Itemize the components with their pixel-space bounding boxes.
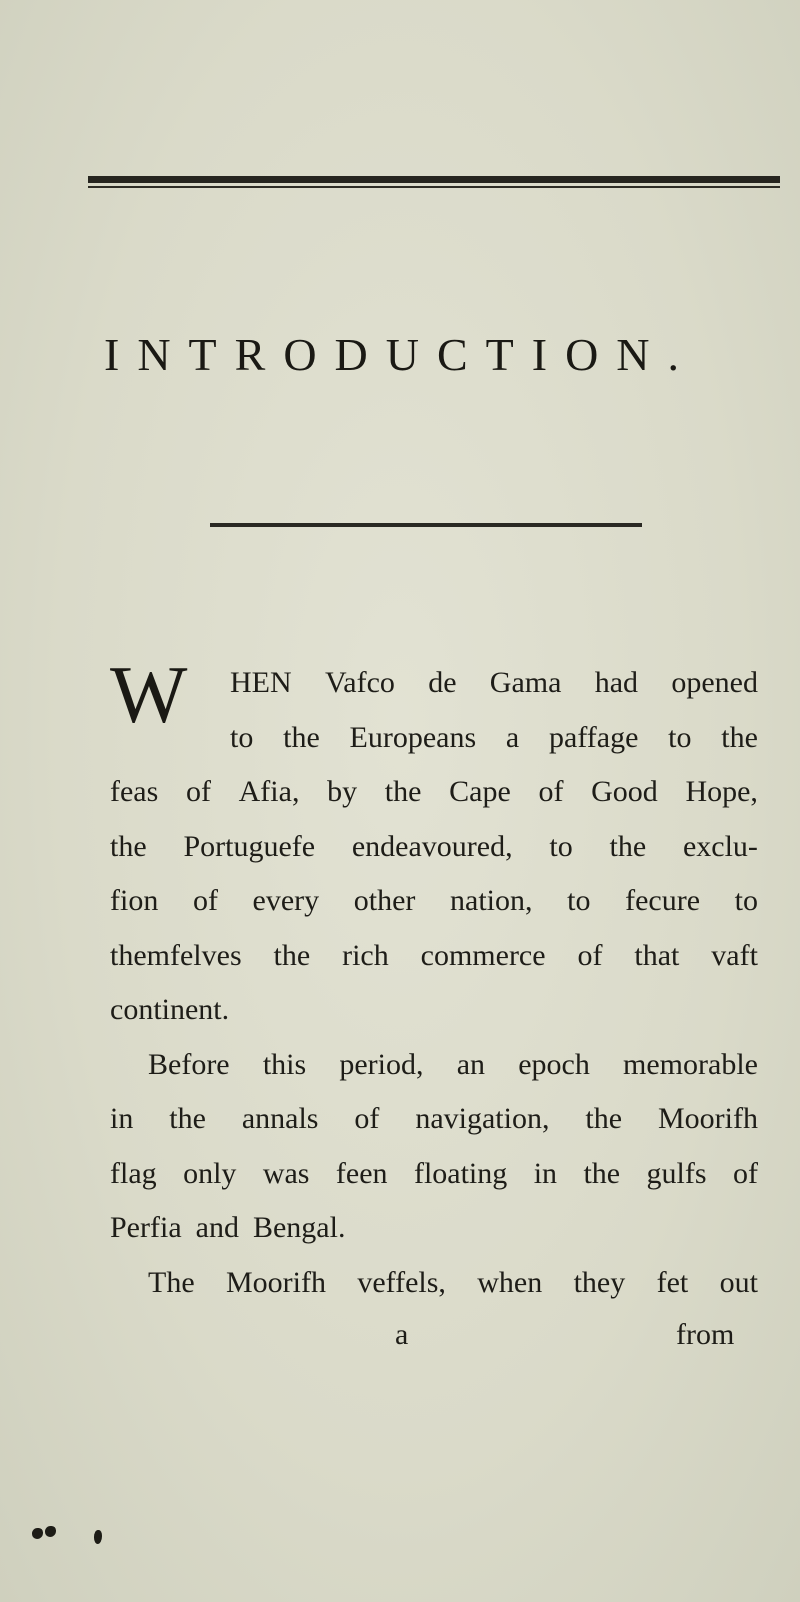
word: annals [241, 1102, 319, 1135]
word: only [183, 1156, 237, 1190]
word: fecure [625, 884, 701, 917]
word: navigation, [415, 1102, 550, 1135]
word: nation, [450, 884, 533, 917]
word: Perfia [110, 1211, 182, 1244]
word: the [169, 1102, 206, 1135]
body-text [110, 649, 758, 1310]
word: Cape [449, 775, 511, 808]
word: by [327, 775, 358, 808]
word: an [456, 1047, 486, 1081]
drop-cap: W [110, 649, 188, 740]
word: Moorifh [225, 1265, 326, 1299]
text-line [110, 983, 758, 1038]
text-line [110, 765, 758, 820]
top-double-rule [88, 176, 780, 190]
chapter-heading: INTRODUCTION. [104, 329, 698, 380]
word: Moorifh [657, 1102, 758, 1135]
word: the [609, 829, 647, 863]
word: epoch [518, 1047, 590, 1081]
ink-dot [32, 1528, 43, 1539]
word: themfelves [110, 938, 242, 972]
word: in [110, 1102, 134, 1135]
text-line [110, 1092, 758, 1147]
word: The [148, 1265, 195, 1299]
word: floating [413, 1156, 508, 1190]
word: of [577, 938, 603, 972]
catchword: from [676, 1318, 735, 1351]
word: feas [110, 775, 159, 808]
word: was [262, 1156, 310, 1190]
word: de [428, 666, 457, 699]
word: flag [110, 1156, 157, 1190]
word: to [734, 884, 758, 917]
text-line [110, 874, 758, 929]
text-line [110, 711, 758, 766]
word: out [719, 1265, 758, 1299]
text-line [110, 1256, 758, 1311]
text-line [110, 656, 758, 711]
word: veffels, [357, 1265, 446, 1299]
word: exclu- [682, 829, 758, 863]
word: a [505, 720, 520, 754]
ink-dot [94, 1530, 102, 1544]
word: rich [342, 938, 389, 972]
word: of [354, 1102, 380, 1135]
word: to [567, 884, 591, 917]
word: of [185, 775, 211, 808]
signature-mark: a [395, 1318, 409, 1351]
text-line [110, 929, 758, 984]
text-line [110, 820, 758, 875]
text-line [110, 1038, 758, 1093]
word: to [668, 720, 692, 754]
word: Hope, [685, 775, 758, 808]
word: endeavoured, [351, 829, 513, 863]
ink-ornaments [32, 1524, 152, 1548]
word: had [594, 666, 639, 699]
word: Afia, [238, 775, 300, 808]
word: fet [656, 1265, 689, 1299]
word: this [262, 1047, 307, 1081]
word: of [732, 1156, 758, 1190]
word: memorable [623, 1047, 758, 1081]
word: opened [671, 666, 758, 699]
word: HEN [230, 666, 292, 699]
word: when [477, 1265, 543, 1299]
word: paffage [549, 720, 639, 754]
top-rule-thin [88, 186, 780, 188]
word: fion [110, 884, 159, 917]
heading-rule [210, 523, 642, 527]
word: the [721, 720, 758, 754]
word: the [585, 1102, 623, 1135]
word: Vafco [324, 666, 395, 699]
word: of [192, 884, 218, 917]
word: Good [591, 775, 658, 808]
word: the [583, 1156, 621, 1190]
word: other [353, 884, 416, 917]
word: to [549, 829, 573, 863]
word: Europeans [349, 720, 477, 754]
word: Bengal. [252, 1211, 346, 1244]
word: period, [339, 1047, 424, 1081]
word: they [573, 1265, 626, 1299]
word: that [634, 938, 680, 972]
word: every [252, 884, 320, 917]
word: the [384, 775, 422, 808]
text-line [110, 1147, 758, 1202]
word: the [110, 829, 147, 863]
word: to [230, 720, 254, 754]
word: continent. [110, 993, 230, 1026]
ink-dot [45, 1526, 56, 1537]
top-rule-thick [88, 176, 780, 183]
word: and [195, 1211, 239, 1244]
text-line [110, 1201, 758, 1256]
word: of [538, 775, 564, 808]
word: vaft [711, 938, 758, 972]
word: commerce [420, 938, 546, 972]
word: Gama [489, 666, 562, 699]
word: Portuguefe [183, 829, 316, 863]
word: feen [335, 1156, 388, 1190]
word: in [533, 1156, 558, 1190]
word: Before [148, 1047, 230, 1081]
word: the [283, 720, 320, 754]
word: the [273, 938, 311, 972]
word: gulfs [646, 1156, 707, 1190]
